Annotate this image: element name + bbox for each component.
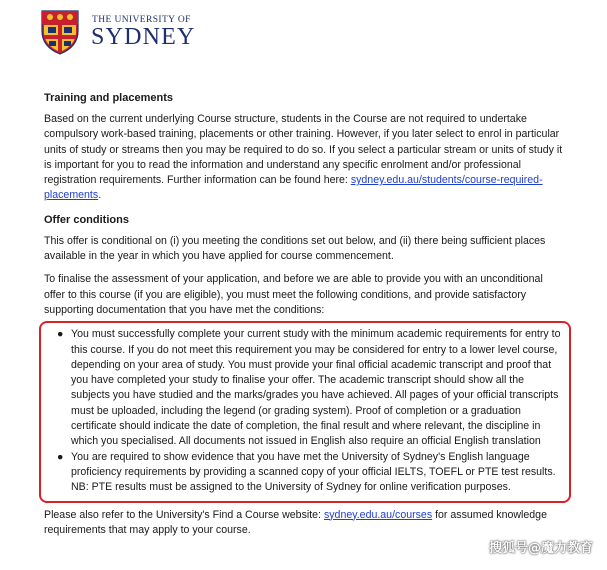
bullet-icon: ● — [57, 328, 64, 341]
condition-text: You must successfully complete your current study with the minimum academic requirements for entry to this course. If you do not meet this requirement you may be considered for entry to a lower level course, depending on your area of study. You must provide your final official academic transcript and proof that you have completed your study to finalise your offer. The academic transcript should show all the subjects you have studied and the marks/grades you have achieved. All pages of your official transcripts must be uploaded, including the legend (or grading system). Proof of completion or a graduation certificate should indicate the date of completion, the final result and where relevant, the discipline in which you specialised. All documents not issued in English also require an official English translation — [71, 328, 561, 448]
courses-link[interactable]: sydney.edu.au/courses — [323, 508, 433, 521]
logo-text-name: SYDNEY — [91, 24, 196, 50]
condition-item-academic — [57, 327, 561, 449]
courses-text-before: Please also refer to the University's Find a Course website: — [44, 508, 324, 521]
offer-conditions-heading: Offer conditions — [44, 213, 129, 226]
offer-paragraph-2: To finalise the assessment of your application, and before we are able to provide you with an unconditional offer to this course (if you are eligible), you must meet the following conditions, and provide satisfactory supporting documentation that you have met the conditions: — [44, 273, 543, 316]
university-crest-icon — [40, 9, 80, 55]
training-paragraph — [44, 112, 566, 204]
offer-paragraph-1: This offer is conditional on (i) you meeting the conditions set out below, and (ii) there being sufficient places available in the year in which you have applied for course commencement. — [44, 234, 546, 263]
courses-text-after: for assumed knowledge requirements that may apply to your course. — [44, 508, 547, 536]
sohu-watermark: 搜狐号@魔力教育 — [488, 541, 593, 556]
training-link-suffix: . — [98, 189, 102, 202]
bullet-icon: ● — [57, 450, 64, 463]
logo-text-top: THE UNIVERSITY OF — [92, 15, 191, 25]
document-body — [44, 90, 566, 538]
training-body-text: Based on the current underlying Course structure, students in the Course are not required to undertake compulsory work-based training, placements or other training. However, if you later select to enrol in particular units of study or streams then you may be required to do so. If you select a particular stream or units of study it is important for you to read the information and understand any specific enrolment and/or professional registration requirements. Further information can be found here: — [44, 113, 563, 187]
highlighted-conditions-box — [39, 321, 571, 502]
training-heading: Training and placements — [44, 92, 173, 104]
condition-text: You are required to show evidence that you have met the University of Sydney's English language proficiency requirements by providing a scanned copy of your official IELTS, TOEFL or PTE test results. NB: PTE results must be assigned to the University of Sydney for online verification purposes. — [71, 450, 556, 494]
courses-paragraph — [44, 508, 566, 539]
conditions-list — [57, 327, 561, 495]
condition-item-english — [57, 450, 561, 496]
placements-link[interactable]: sydney.edu.au/students/course-required-placements — [44, 174, 543, 202]
